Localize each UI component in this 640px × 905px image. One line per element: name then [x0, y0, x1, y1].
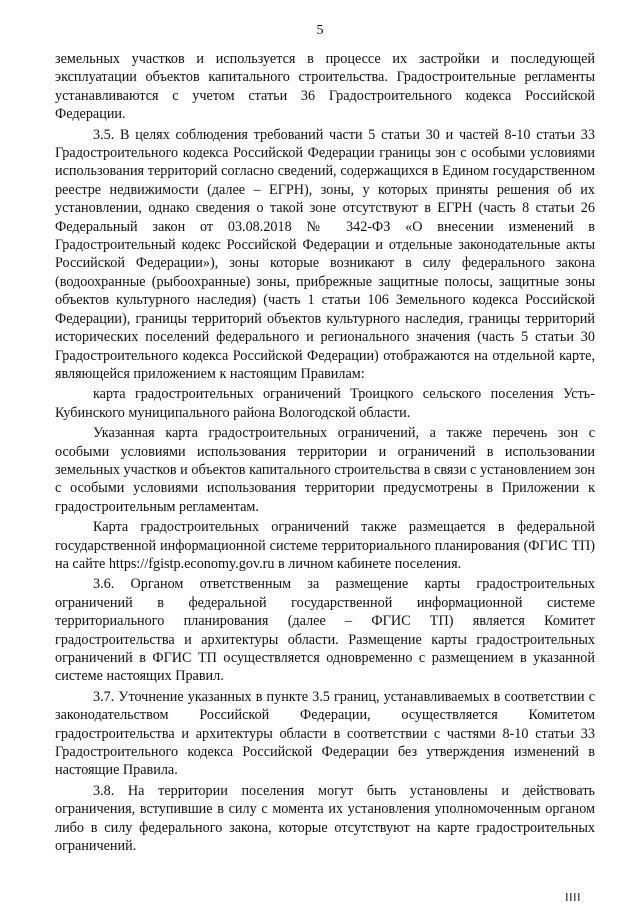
document-body	[55, 50, 595, 855]
paragraph-map-description: Указанная карта градостроительных ограничений, а также перечень зон с особыми условиями использования территории и ограничений в использовании земельных участков и объектов капитального строительства в связи с установлением зон с особыми условиями использования территории предусмотрены в Приложении к градостроительным регламентам.	[55, 425, 595, 515]
page-number: 5	[316, 23, 324, 38]
paragraph-restrictions-map: карта градостроительных ограничений Троицкого сельского поселения Усть-Кубинского муниципального района Вологодской области.	[55, 386, 595, 421]
paragraph-fgis-placement: Карта градостроительных ограничений также размещается в федеральной государственной информационной системе территориального планирования (ФГИС ТП) на сайте https://fgistp.economy.gov.ru в личном кабинете поселения.	[55, 519, 595, 572]
paragraph-continuation: земельных участков и используется в процессе их застройки и последующей эксплуатации объектов капитального строительства. Градостроительные регламенты устанавливаются с учетом статьи 36 Градостроительного кодекса Российской Федерации.	[55, 51, 595, 123]
paragraph-3-7: 3.7. Уточнение указанных в пункте 3.5 границ, устанавливаемых в соответствии с законодательством Российской Федерации, осуществляется Комитетом градостроительства и архитектуры области в соответствии с частями 8-10 статьи 33 Градостроительного кодекса Российской Федерации без утверждения изменений в настоящие Правила.	[55, 688, 595, 779]
paragraph-3-6: 3.6. Органом ответственным за размещение карты градостроительных ограничений в федеральной государственной информационной системе территориального планирования (далее – ФГИС ТП) является Комитет градостроительства и архитектуры области. Размещение карты градостроительных ограничений в ФГИС ТП осуществляется одновременно с размещением в указанной системе настоящих Правил.	[55, 576, 595, 685]
paragraph-3-8: 3.8. На территории поселения могут быть установлены и действовать ограничения, вступившие в силу с момента их установления уполномоченным органом либо в силу федерального закона, которые отсутствуют на карте градостроительных ограничений.	[55, 782, 595, 855]
scan-mark-icon	[566, 893, 580, 901]
paragraph-3-5: 3.5. В целях соблюдения требований части 5 статьи 30 и частей 8-10 статьи 33 Градостроительного кодекса Российской Федерации границы зон с особыми условиями использования территорий согласно сведений, содержащихся в Едином государственном реестре недвижимости (далее – ЕГРН), зоны, у которых приняты решения об их установлении, однако сведения о такой зоне отсутствуют в ЕГРН (часть 8 статьи 26 Федеральный закон от 03.08.2018 № 342-ФЗ «О внесении изменений в Градостроительный кодекс Российской Федерации и отдельные законодательные акты Российской Федерации»), зоны которые возникают в силу федерального закона (водоохранные (рыбоохранные) зоны, прибрежные защитные полосы, защитные зоны объектов культурного наследия) (часть 1 статьи 106 Земельного кодекса Российской Федерации), границы территорий объектов культурного наследия, границы территорий исторических поселений федерального и регионального значения (часть 5 статьи 30 Градостроительного кодекса Российской Федерации) отображаются на отдельной карте, являющейся приложением к настоящим Правилам:	[55, 126, 595, 382]
